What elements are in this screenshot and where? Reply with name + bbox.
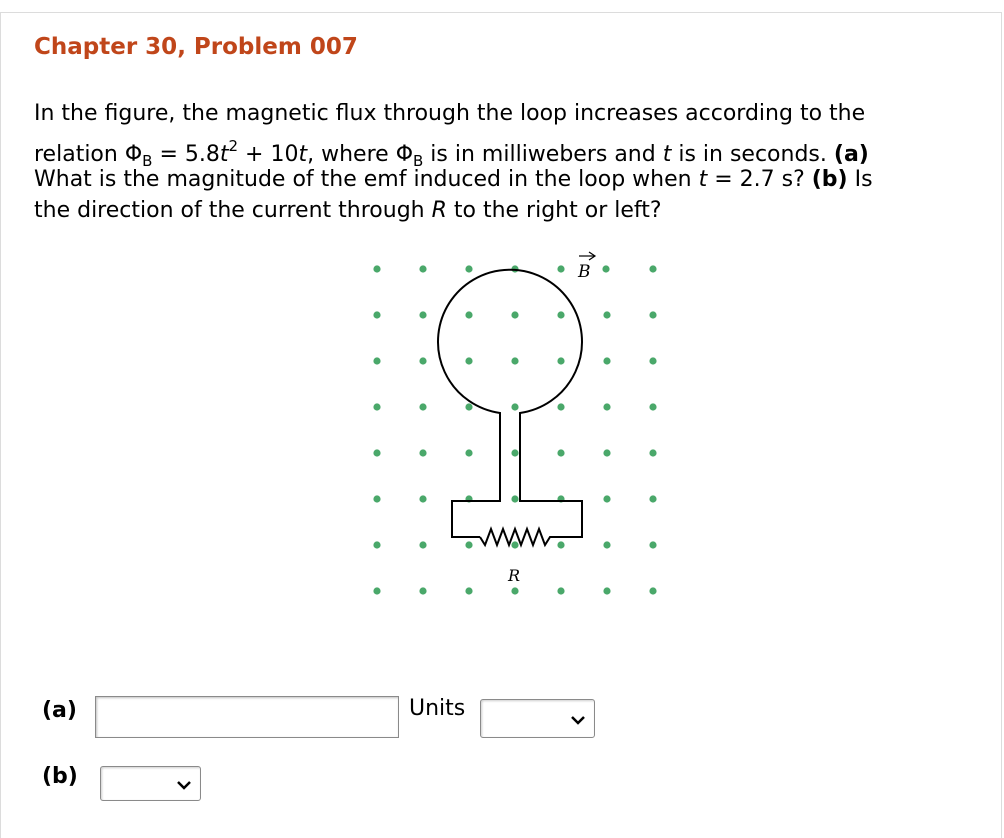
field-dot: [419, 449, 426, 456]
text-segment: Is: [847, 167, 873, 192]
field-dot: [465, 265, 472, 272]
problem-line-1: In the figure, the magnetic flux through the loop increases according to the: [34, 101, 866, 126]
field-dot: [511, 495, 518, 502]
field-dot: [465, 403, 472, 410]
field-dot: [557, 449, 564, 456]
field-dot: [511, 449, 518, 456]
text-segment: is in milliwebers and: [423, 142, 663, 167]
field-dot: [557, 587, 564, 594]
field-dot: [465, 541, 472, 548]
direction-select[interactable]: [100, 766, 201, 801]
field-dot: [419, 587, 426, 594]
field-dot: [649, 449, 656, 456]
text-segment: the direction of the current through: [34, 198, 432, 223]
part-b-marker: (b): [811, 167, 848, 192]
text-segment: = 5.8: [152, 142, 220, 167]
field-dot: [419, 311, 426, 318]
page-title: Chapter 30, Problem 007: [34, 34, 358, 60]
resistor-label: R: [508, 566, 521, 585]
resistor: [480, 529, 556, 545]
field-dot: [511, 541, 518, 548]
problem-line-4: [34, 194, 974, 225]
field-dot: [603, 357, 610, 364]
variable-t: t: [219, 142, 229, 167]
field-dot: [373, 265, 380, 272]
field-dots: [373, 265, 656, 594]
text-segment: = 2.7 s?: [707, 167, 812, 192]
field-dot: [649, 265, 656, 272]
text-segment: relation: [34, 142, 125, 167]
field-dot: [373, 449, 380, 456]
text-segment: to the right or left?: [446, 198, 662, 223]
field-dot: [419, 495, 426, 502]
loop-circle: [438, 270, 582, 445]
text-segment: , where: [307, 142, 396, 167]
text-segment: + 10: [238, 142, 299, 167]
text-segment: What is the magnitude of the emf induced in the loop when: [34, 167, 699, 192]
field-dot: [649, 541, 656, 548]
units-label: Units: [409, 696, 466, 721]
field-dot: [511, 357, 518, 364]
field-dot: [373, 311, 380, 318]
field-dot: [373, 541, 380, 548]
field-dot: [465, 449, 472, 456]
field-dot: [557, 541, 564, 548]
answer-a-input[interactable]: [95, 696, 399, 738]
field-dot: [373, 357, 380, 364]
field-vector-label: [577, 252, 595, 282]
variable-r: R: [431, 198, 447, 223]
field-dot: [557, 357, 564, 364]
field-dot: [602, 265, 609, 272]
field-dot: [557, 311, 564, 318]
field-dot: [465, 587, 472, 594]
field-dot: [373, 495, 380, 502]
field-dot: [649, 403, 656, 410]
loop-figure-svg: [360, 245, 670, 605]
field-dot: [373, 403, 380, 410]
answer-a-label: (a): [42, 698, 77, 723]
text-segment: is in seconds.: [671, 142, 834, 167]
phi-symbol: Φ: [124, 142, 143, 167]
field-dot: [419, 265, 426, 272]
superscript-2: 2: [228, 137, 239, 155]
field-dot: [603, 541, 610, 548]
field-dot: [373, 587, 380, 594]
field-dot: [603, 449, 610, 456]
left-lead: [452, 445, 500, 537]
answer-b-label: (b): [42, 764, 78, 789]
field-label: B: [578, 262, 591, 282]
field-dot: [649, 495, 656, 502]
loop-figure: [360, 245, 670, 605]
field-dot: [649, 311, 656, 318]
field-dot: [465, 357, 472, 364]
field-dot: [649, 587, 656, 594]
field-dot: [419, 403, 426, 410]
problem-line-3: [34, 163, 974, 194]
field-dot: [419, 357, 426, 364]
field-dot: [603, 403, 610, 410]
field-dot: [557, 403, 564, 410]
field-dot: [603, 587, 610, 594]
phi-symbol: Φ: [395, 142, 414, 167]
field-dot: [511, 311, 518, 318]
problem-statement: [34, 97, 974, 225]
field-dot: [557, 265, 564, 272]
field-dot: [511, 403, 518, 410]
subscript-b: B: [413, 152, 424, 170]
subscript-b: B: [142, 152, 153, 170]
units-select[interactable]: [480, 699, 595, 738]
field-dot: [511, 587, 518, 594]
field-dot: [649, 357, 656, 364]
field-dot: [465, 311, 472, 318]
variable-t: t: [298, 142, 308, 167]
right-lead: [520, 445, 582, 537]
problem-line-2: [34, 130, 974, 170]
field-dot: [603, 495, 610, 502]
variable-t: t: [698, 167, 708, 192]
field-dot: [603, 311, 610, 318]
field-dot: [419, 541, 426, 548]
chevron-down-icon: [177, 780, 191, 790]
variable-t: t: [662, 142, 672, 167]
chevron-down-icon: [571, 715, 585, 725]
part-a-marker: (a): [833, 142, 869, 167]
